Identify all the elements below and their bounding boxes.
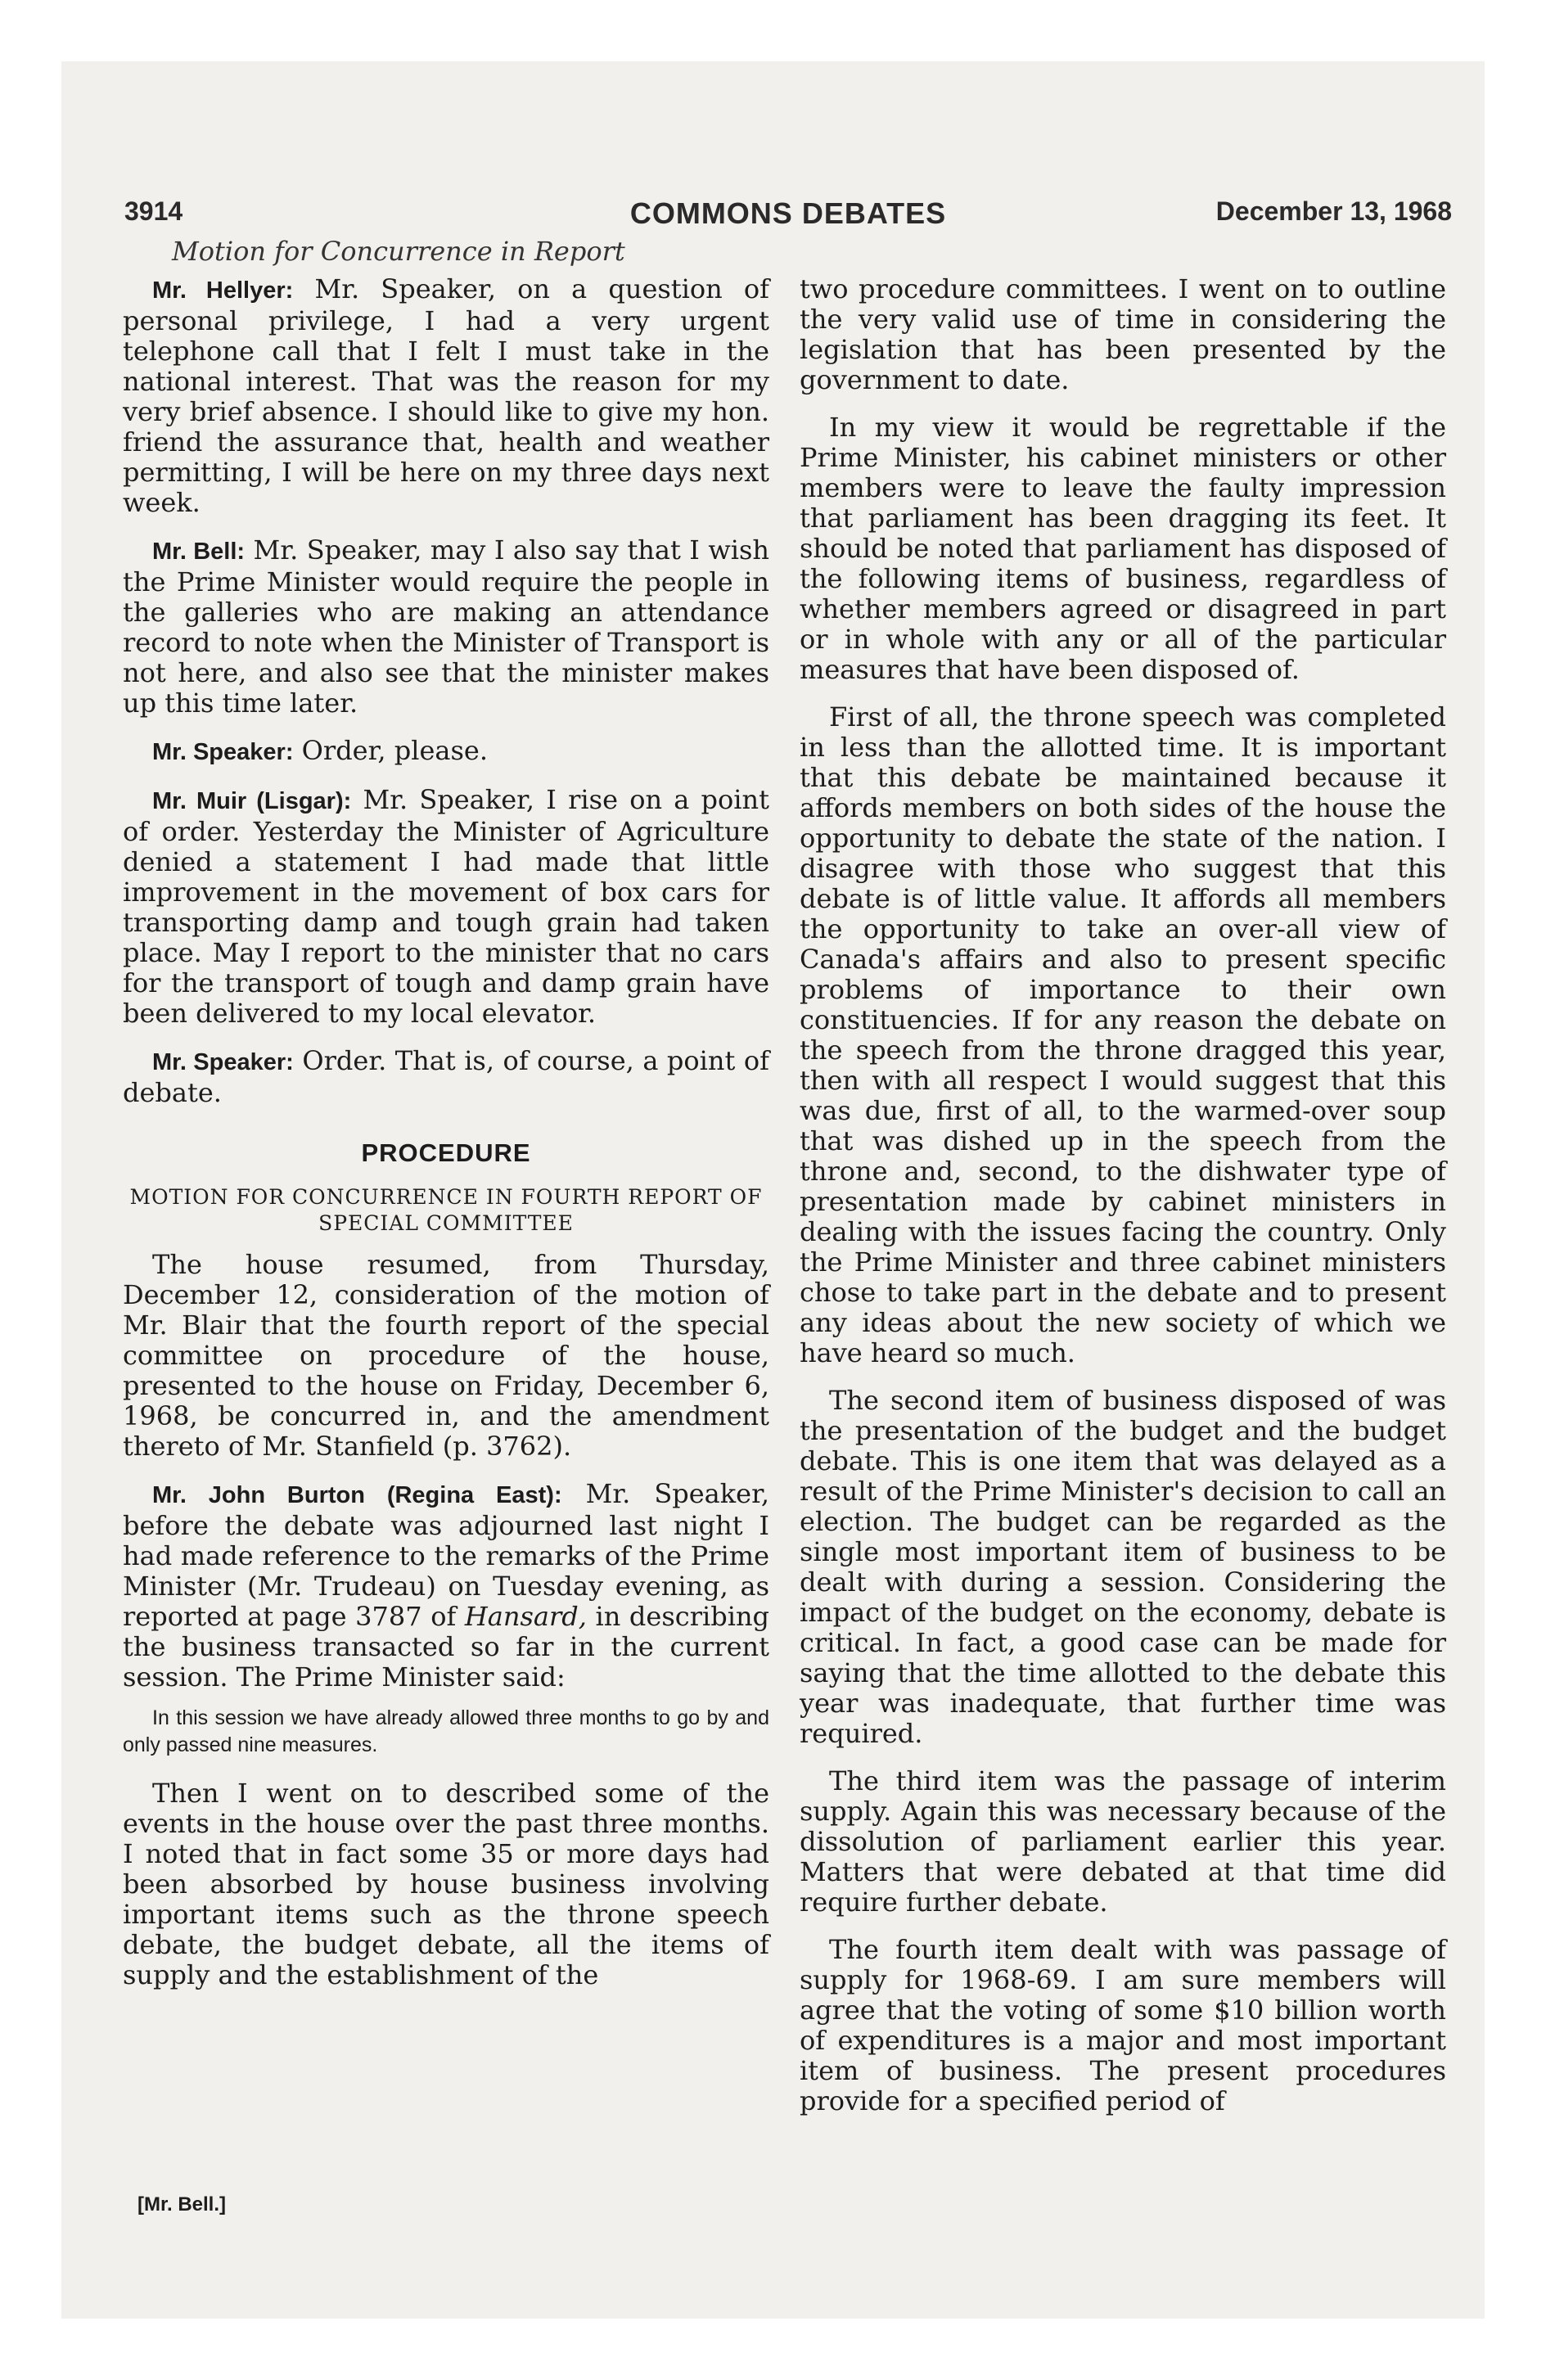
body-paragraph: The third item was the passage of interim supply. Again this was necessary because of the dissolution of parliament earlier this year. Matters that were debated at that time did require further debate. <box>800 1765 1446 1918</box>
block-quote: In this session we have already allowed three months to go by and only passed nine measures. <box>123 1706 769 1756</box>
body-paragraph: First of all, the throne speech was completed in less than the allotted time. It is important that this debate be maintained because it affords members on both sides of the house the opportunity to debate the state of the nation. I disagree with those who suggest that this debate is of little value. It affords all members the opportunity to take an over-all view of Canada's affairs and also to present specific problems of importance to their own constituencies. If for any reason the debate on the speech from the throne dragged this year, then with all respect I would suggest that this was due, first of all, to the warmed-over soup that was dished up in the speech from the throne and, second, to the dishwater type of presentation made by cabinet ministers in dealing with the issues facing the country. Only the Prime Minister and three cabinet ministers chose to take part in the debate and to present any ideas about the new society of which we have heard so much. <box>800 701 1446 1368</box>
speech-paragraph <box>123 1479 769 1693</box>
speech-paragraph <box>123 535 769 719</box>
speech-paragraph <box>123 736 769 768</box>
speech-text: Mr. Speaker, on a question of personal privilege, I had a very urgent telephone call that I felt I must take in the national interest. That was the reason for my very brief absence. I should like to give my hon. friend the assurance that, health and weather permitting, I will be here on my three days next week. <box>123 273 770 518</box>
section-heading: PROCEDURE <box>361 1138 531 1167</box>
left-column <box>123 274 769 2008</box>
section-subheading: MOTION FOR CONCURRENCE IN FOURTH REPORT OF SPECIAL COMMITTEE <box>129 1185 763 1235</box>
speaker-name: Mr. Hellyer: <box>152 277 294 304</box>
right-column <box>800 274 1446 2134</box>
speaker-name: Mr. John Burton (Regina East): <box>152 1482 562 1508</box>
body-paragraph: two procedure committees. I went on to outline the very valid use of time in considering the legislation that has been presented by the government to date. <box>800 273 1446 395</box>
speech-paragraph <box>123 274 769 518</box>
publication-title: COMMONS DEBATES <box>629 196 947 230</box>
body-paragraph: The house resumed, from Thursday, December 12, consideration of the motion of Mr. Blair that the fourth report of the special committee on procedure of the house, presented to the house on Friday, December 6, 1968, be concurred in, and the amendment thereto of Mr. Stanfield (p. 3762). <box>123 1249 769 1462</box>
page-number: 3914 <box>124 196 183 226</box>
italic-reference: Hansard, <box>464 1601 587 1632</box>
body-paragraph: The second item of business disposed of was the presentation of the budget and the budget debate. This is one item that was delayed as a result of the Prime Minister's decision to call an election. The budget can be regarded as the single most important item of business to be dealt with during a session. Considering the impact of the budget on the economy, debate is critical. In fact, a good case can be made for saying that the time allotted to the debate this year was inadequate, that further time was required. <box>800 1385 1446 1749</box>
speech-text: Mr. Speaker, may I also say that I wish the Prime Minister would require the people in the galleries who are making an attendance record to note when the Minister of Transport is not here, and also see that the minister makes up this time later. <box>123 534 770 719</box>
speech-paragraph <box>123 785 769 1029</box>
speech-text: Order, please. <box>301 735 488 766</box>
speaker-name: Mr. Speaker: <box>152 1049 294 1075</box>
speaker-name: Mr. Speaker: <box>152 739 294 765</box>
speech-text: Mr. Speaker, before the debate was adjourned last night I had made reference to the remarks of the Prime Minister (Mr. Trudeau) on Tuesday evening, as reported at page 3787 of <box>123 1478 770 1632</box>
body-paragraph: In my view it would be regrettable if the Prime Minister, his cabinet ministers or other members were to leave the faulty impression that parliament has been dragging its feet. It should be noted that parliament has disposed of the following items of business, regardless of whether members agreed or disagreed in part or in whole with any or all of the particular measures that have been disposed of. <box>800 412 1446 685</box>
speaker-name: Mr. Muir (Lisgar): <box>152 788 352 814</box>
body-paragraph: The fourth item dealt with was passage of supply for 1968-69. I am sure members will agree that the voting of some $10 billion worth of expenditures is a major and most important item of business. The present procedures provide for a specified period of <box>800 1934 1446 2116</box>
page-footer: [Mr. Bell.] <box>137 2193 227 2215</box>
running-head: Motion for Concurrence in Report <box>172 236 625 267</box>
speech-paragraph <box>123 1046 769 1108</box>
speech-text: Mr. Speaker, I rise on a point of order. Yesterday the Minister of Agriculture denied a statement I had made that little improvement in the movement of box cars for transporting damp and tough grain had taken place. May I report to the minister that no cars for the transport of tough and damp grain have been delivered to my local elevator. <box>123 784 770 1029</box>
speech-text: in describing the business transacted so far in the current session. The Prime Minister said: <box>123 1601 770 1693</box>
body-paragraph: Then I went on to described some of the events in the house over the past three months. I noted that in fact some 35 or more days had been absorbed by house business involving important items such as the throne speech debate, the budget debate, all the items of supply and the establishment of the <box>123 1778 769 1990</box>
page-date: December 13, 1968 <box>1215 196 1452 226</box>
speech-text: Order. That is, of course, a point of debate. <box>123 1045 770 1108</box>
speaker-name: Mr. Bell: <box>152 539 246 565</box>
